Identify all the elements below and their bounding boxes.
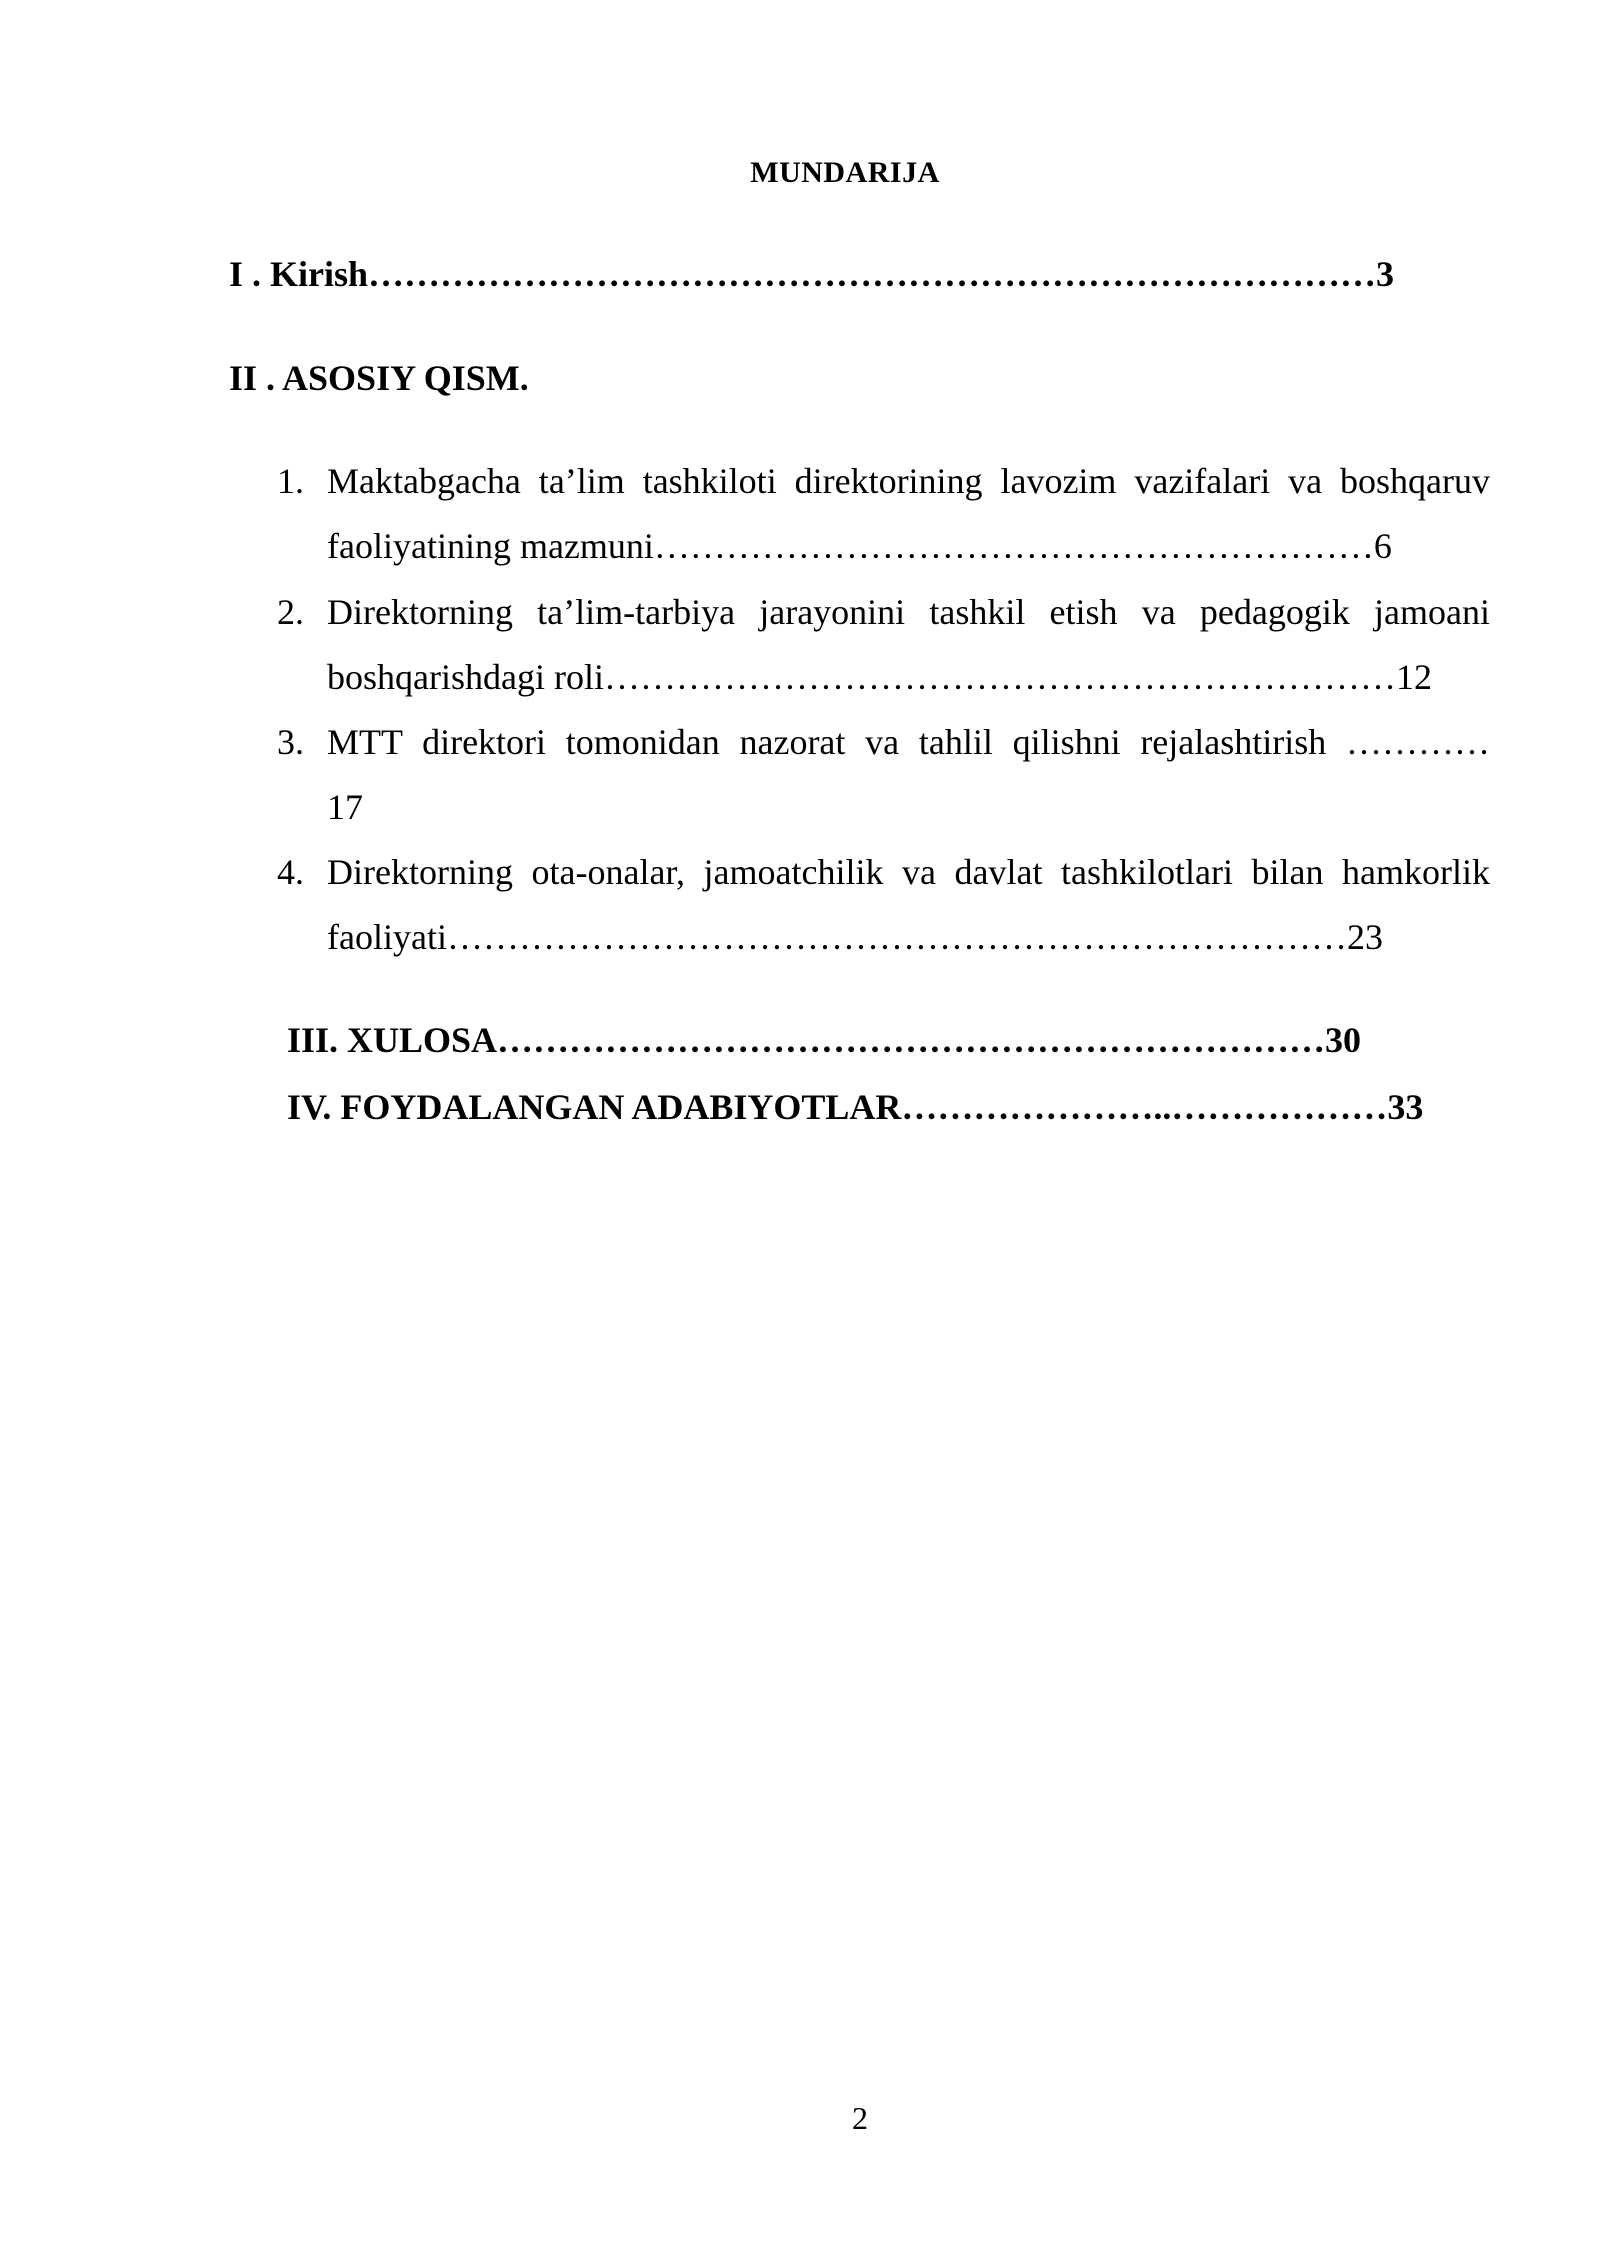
toc-entry-kirish: I . Kirish…………………………………………………………………………3 <box>229 254 1395 294</box>
toc-title: MUNDARIJA <box>750 156 940 189</box>
toc-item-1-line-1: Maktabgacha ta’lim tashkiloti direktorining lavozim vazifalari va boshqaruv <box>327 461 1490 501</box>
toc-entry-adabiyotlar: IV. FOYDALANGAN ADABIYOTLAR…………………..………………33 <box>287 1087 1424 1127</box>
toc-item-2-line-1: Direktorning ta’lim-tarbiya jarayonini tashkil etish va pedagogik jamoani <box>327 592 1490 632</box>
toc-item-3-line-2: 17 <box>327 787 363 827</box>
toc-item-1-line-2: faoliyatining mazmuni……………………………………………………6 <box>327 526 1392 566</box>
toc-item-3-line-1: MTT direktori tomonidan nazorat va tahlil qilishni rejalashtirish ………… <box>327 722 1490 762</box>
toc-entry-xulosa: III. XULOSA……………………………………………………………30 <box>287 1020 1362 1060</box>
page-number: 2 <box>852 2100 868 2136</box>
toc-item-number: 2. <box>277 592 304 632</box>
toc-item-4-line-2: faoliyati…………………………………………………………………23 <box>327 917 1383 957</box>
toc-item-number: 3. <box>277 722 304 762</box>
toc-item-number: 4. <box>277 852 304 892</box>
toc-item-4-line-1: Direktorning ota-onalar, jamoatchilik va davlat tashkilotlari bilan hamkorlik <box>327 852 1490 892</box>
toc-heading-asosiy-qism: II . ASOSIY QISM. <box>229 358 529 398</box>
toc-item-2-line-2: boshqarishdagi roli…………………………………………………………12 <box>327 657 1432 697</box>
toc-item-number: 1. <box>277 461 304 501</box>
